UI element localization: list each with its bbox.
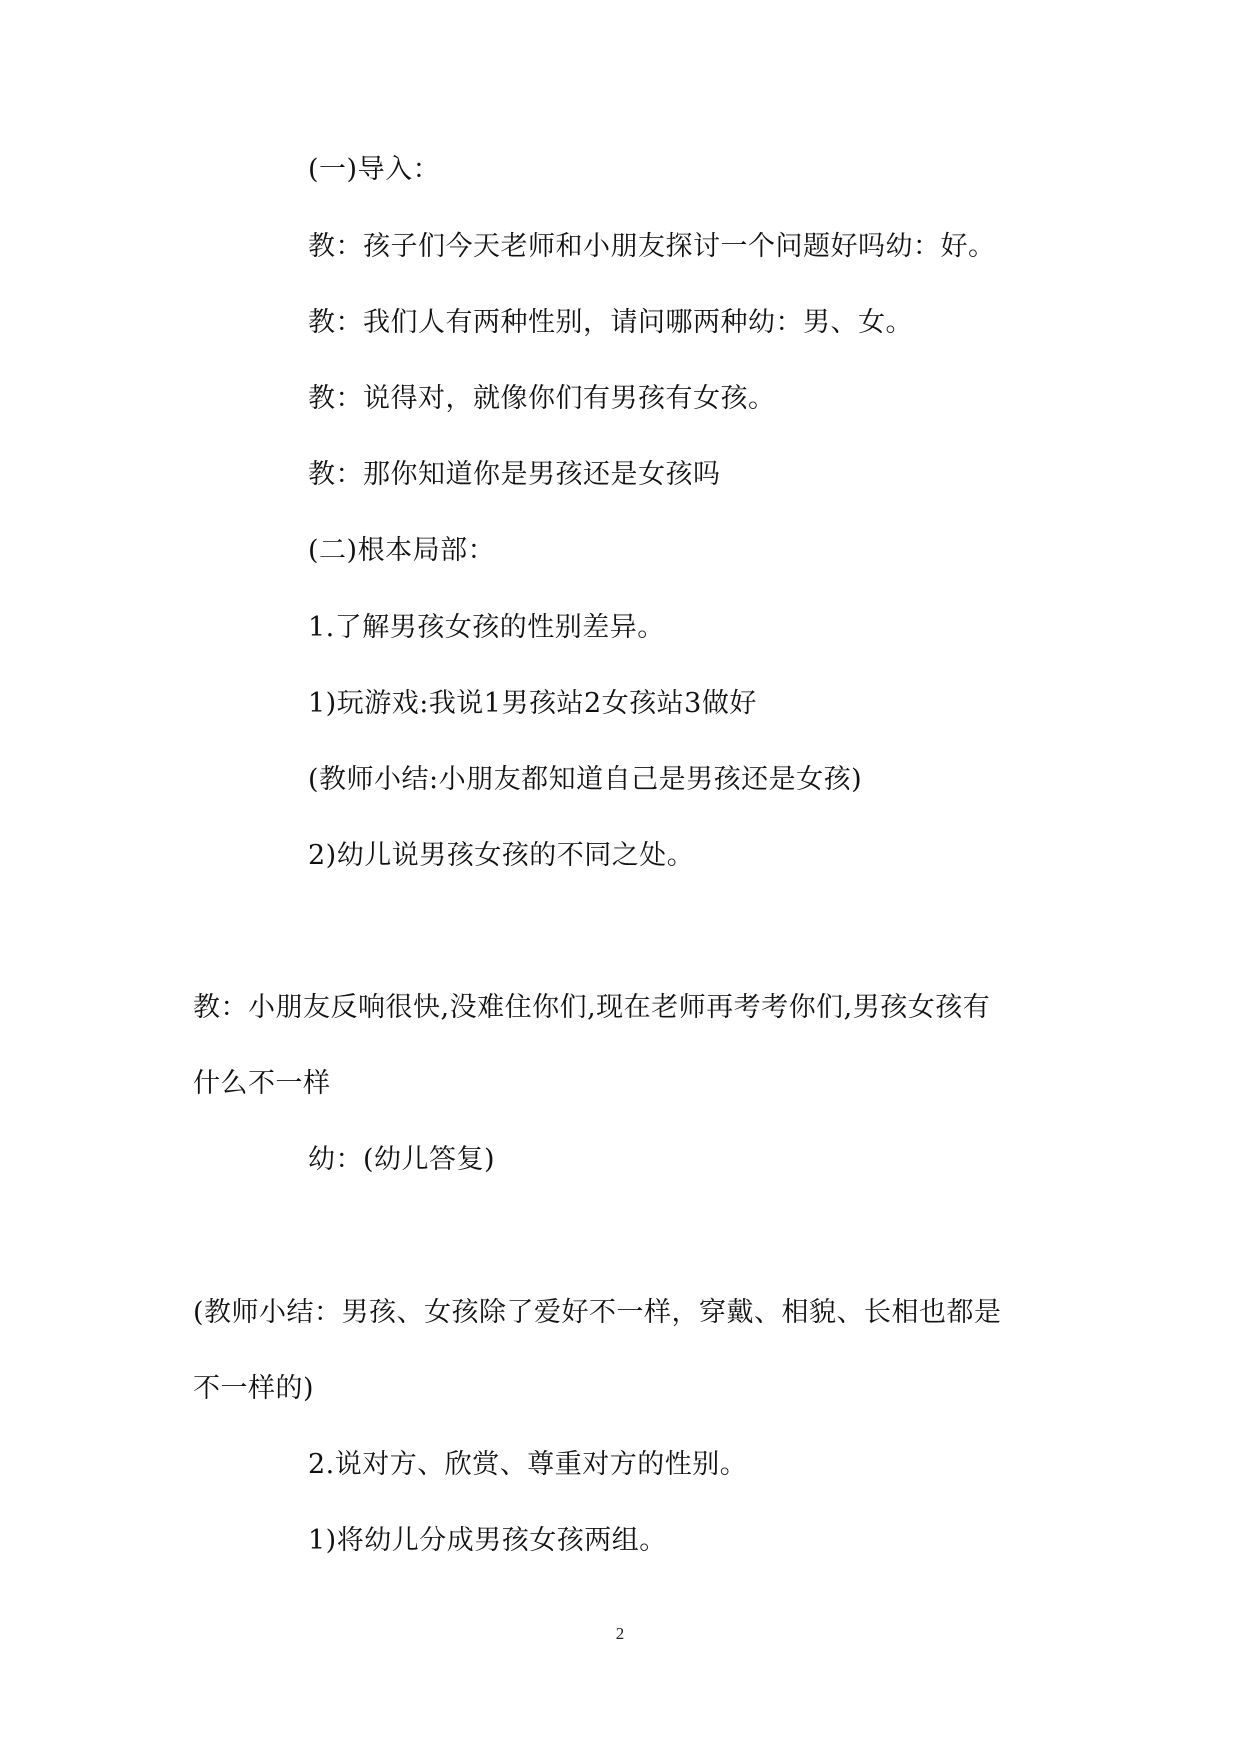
teacher-summary: (教师小结：男孩、女孩除了爱好不一样，穿戴、相貌、长相也都是 <box>193 1297 1002 1328</box>
teacher-summary: (教师小结:小朋友都知道自己是男孩还是女孩) <box>308 764 863 795</box>
dialogue-line: 教：小朋友反响很快,没难住你们,现在老师再考考你们,男孩女孩有 <box>193 992 991 1023</box>
dialogue-line: 教：那你知道你是男孩还是女孩吗 <box>308 459 721 490</box>
section-heading-intro: (一)导入： <box>308 154 441 185</box>
activity-line: 1)将幼儿分成男孩女孩两组。 <box>308 1525 667 1556</box>
page-number: 2 <box>615 1624 625 1643</box>
activity-line: 1)玩游戏:我说1男孩站2女孩站3做好 <box>308 688 757 719</box>
subsection-heading: 1.了解男孩女孩的性别差异。 <box>308 612 665 643</box>
dialogue-line: 教：说得对，就像你们有男孩有女孩。 <box>308 383 776 414</box>
dialogue-line-continued: 什么不一样 <box>193 1068 331 1099</box>
dialogue-line: 教：我们人有两种性别，请问哪两种幼：男、女。 <box>308 307 913 338</box>
dialogue-line: 幼：(幼儿答复) <box>308 1144 496 1175</box>
teacher-summary-continued: 不一样的) <box>193 1373 315 1404</box>
subsection-heading: 2.说对方、欣赏、尊重对方的性别。 <box>308 1449 748 1480</box>
activity-line: 2)幼儿说男孩女孩的不同之处。 <box>308 840 695 871</box>
section-heading-main: (二)根本局部： <box>308 535 496 566</box>
dialogue-line: 教：孩子们今天老师和小朋友探讨一个问题好吗幼：好。 <box>308 231 996 262</box>
